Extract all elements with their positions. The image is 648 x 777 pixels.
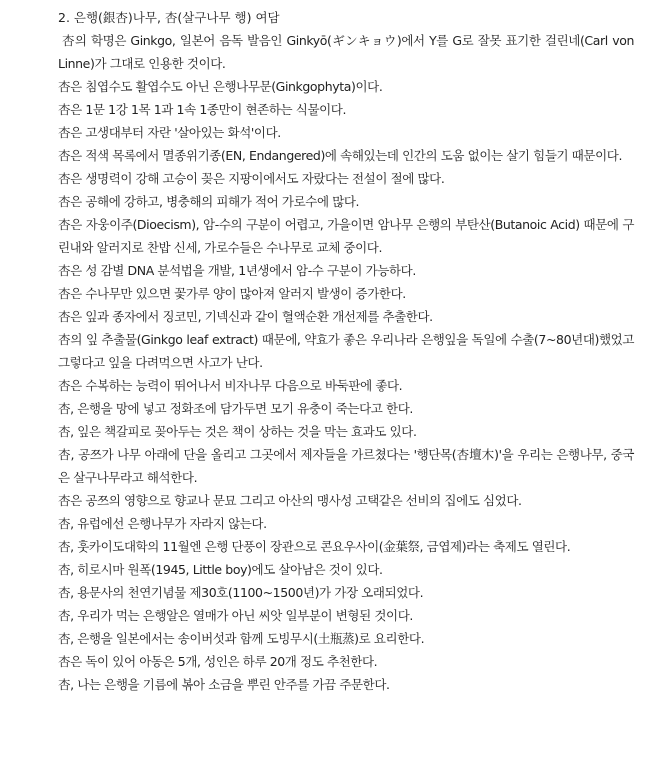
paragraph-division: 杏은 침엽수도 활엽수도 아닌 은행나무문(Ginkgophyta)이다.	[58, 79, 383, 94]
paragraph-dna: 杏은 성 감별 DNA 분석법을 개발, 1년생에서 암-수 구분이 가능하다.	[58, 263, 416, 278]
paragraph-leaf-export: 杏의 잎 추출물(Ginkgo leaf extract) 때문에, 약효가 좋은 우리나라 은행잎을 독일에 수출(7~80년대)했었고 그렇다고 잎을 다려먹으면 사고가 난다.	[58, 332, 634, 370]
paragraph-pollen: 杏은 수나무만 있으면 꽃가루 양이 많아져 알러지 발생이 증가한다.	[58, 286, 406, 301]
paragraph-snack: 杏, 나는 은행을 기름에 볶아 소금을 뿌린 안주를 가끔 주문한다.	[58, 677, 390, 692]
paragraph-hokkaido: 杏, 훗카이도대학의 11월엔 은행 단풍이 장관으로 콘요우사이(金葉祭, 금엽제)라는 축제도 열린다.	[58, 539, 571, 554]
paragraph-mosquito: 杏, 은행을 망에 넣고 정화조에 담가두면 모기 유충이 죽는다고 한다.	[58, 401, 413, 416]
paragraph-extract: 杏은 잎과 종자에서 징코민, 기넥신과 같이 혈액순환 개선제를 추출한다.	[58, 309, 433, 324]
paragraph-bookmark: 杏, 잎은 책갈피로 꽂아두는 것은 책이 상하는 것을 막는 효과도 있다.	[58, 424, 417, 439]
paragraph-seed: 杏, 우리가 먹는 은행알은 열매가 아닌 씨앗 일부분이 변형된 것이다.	[58, 608, 413, 623]
paragraph-toxicity: 杏은 독이 있어 아동은 5개, 성인은 하루 20개 정도 추천한다.	[58, 654, 378, 669]
paragraph-dioecism: 杏은 자웅이주(Dioecism), 암-수의 구분이 어렵고, 가을이면 암나무 은행의 부탄산(Butanoic Acid) 때문에 구린내와 알러지로 찬밥 신세, 가로수들은 수나무로 교체 중이다.	[58, 217, 634, 255]
paragraph-yongmunsa: 杏, 용문사의 천연기념물 제30호(1100~1500년)가 가장 오래되었다.	[58, 585, 424, 600]
paragraph-legend: 杏은 생명력이 강해 고승이 꽂은 지팡이에서도 자랐다는 전설이 절에 많다.	[58, 171, 445, 186]
paragraph-pollution: 杏은 공해에 강하고, 병충해의 피해가 적어 가로수에 많다.	[58, 194, 360, 209]
paragraph-dobinmushi: 杏, 은행을 일본에서는 송이버섯과 함께 도빙무시(土瓶蒸)로 요리한다.	[58, 631, 425, 646]
paragraph-hyanggyo: 杏은 공쯔의 영향으로 향교나 문묘 그리고 아산의 맹사성 고택같은 선비의 집에도 심었다.	[58, 493, 522, 508]
paragraph-baduk: 杏은 수복하는 능력이 뛰어나서 비자나무 다음으로 바둑판에 좋다.	[58, 378, 403, 393]
paragraph-single-species: 杏은 1문 1강 1목 1과 1속 1종만이 현존하는 식물이다.	[58, 102, 347, 117]
paragraph-hiroshima: 杏, 히로시마 원폭(1945, Little boy)에도 살아남은 것이 있다.	[58, 562, 383, 577]
paragraph-europe: 杏, 유럽에선 은행나무가 자라지 않는다.	[58, 516, 267, 531]
paragraph-endangered: 杏은 적색 목록에서 멸종위기종(EN, Endangered)에 속해있는데 인간의 도움 없이는 살기 힘들기 때문이다.	[58, 148, 623, 163]
paragraph-living-fossil: 杏은 고생대부터 자란 '살아있는 화석'이다.	[58, 125, 281, 140]
section-heading: 2. 은행(銀杏)나무, 杏(살구나무 행) 여담	[58, 10, 280, 25]
paragraph-haengdan: 杏, 공쯔가 나무 아래에 단을 올리고 그곳에서 제자들을 가르쳤다는 '행단목(杏壇木)'을 우리는 은행나무, 중국은 살구나무라고 해석한다.	[58, 447, 634, 485]
paragraph-scientific-name: 杏의 학명은 Ginkgo, 일본어 음독 발음인 Ginkyō(ギンキョウ)에서 Y를 G로 잘못 표기한 걸린네(Carl von Linne)가 그대로 인용한 것이다.	[58, 33, 634, 71]
